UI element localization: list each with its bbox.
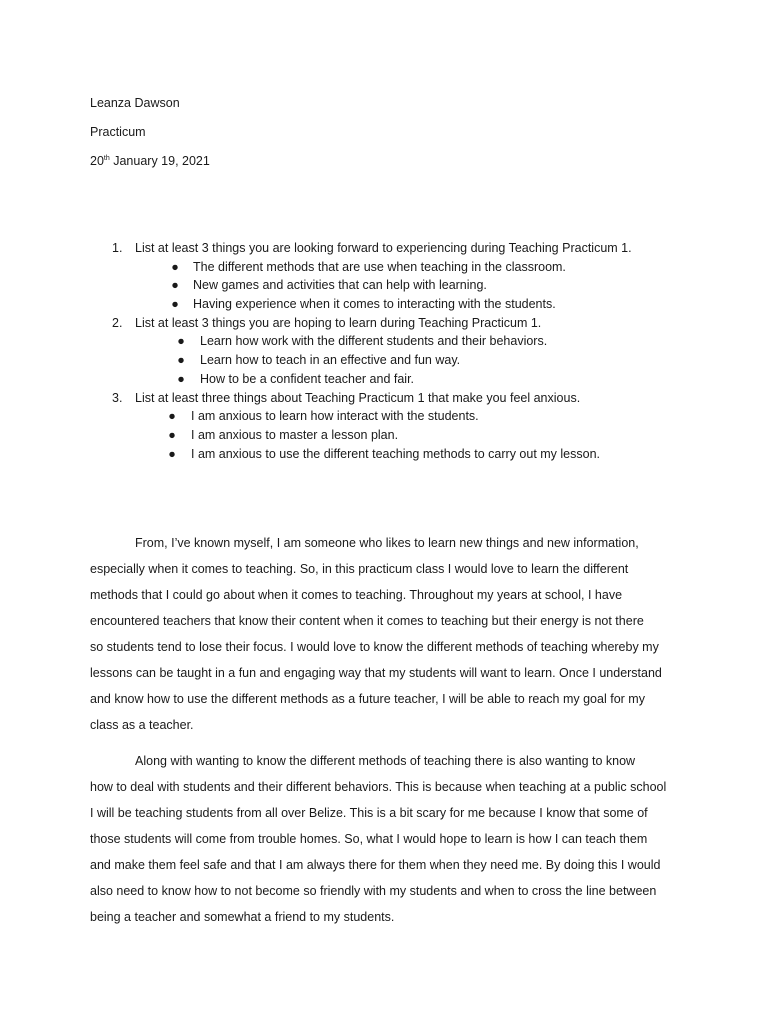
list-item-text: How to be a confident teacher and fair. [200,372,415,386]
paragraph-line: so students tend to lose their focus. I would love to know the different methods of teaching whereby my [90,640,659,654]
list-item-text: I am anxious to learn how interact with the students. [191,409,479,423]
date-day: 20 [90,154,104,168]
paragraph-line: Along with wanting to know the different methods of teaching there is also wanting to know [135,754,636,768]
date-suffix: th [103,155,110,162]
paragraph-line: and make them feel safe and that I am always there for them when they need me. By doing this I would [90,858,661,872]
document-date [90,153,210,169]
question-number: 3. [112,391,123,405]
list-item-text: Having experience when it comes to interacting with the students. [193,297,556,311]
paragraph-line: class as a teacher. [90,718,194,732]
question-text: List at least 3 things you are looking forward to experiencing during Teaching Practicum 1. [135,241,632,255]
bullet-icon: ● [177,353,185,367]
question-text: List at least 3 things you are hoping to learn during Teaching Practicum 1. [135,316,542,330]
paragraph-line: I will be teaching students from all over Belize. This is a bit scary for me because I know that some of [90,806,648,820]
course-name: Practicum [90,125,146,139]
list-item-text: New games and activities that can help with learning. [193,278,487,292]
body-paragraph-2 [90,748,690,930]
paragraph-line: methods that I could go about when it comes to teaching. Throughout my years at school, I have [90,588,623,602]
bullet-icon: ● [171,297,179,311]
bullet-icon: ● [171,260,179,274]
question-3 [112,390,580,406]
list-item-text: Learn how work with the different students and their behaviors. [200,334,548,348]
question-1 [112,240,632,256]
bullet-icon: ● [177,372,185,386]
bullet-icon: ● [168,447,176,461]
paragraph-line: especially when it comes to teaching. So, in this practicum class I would love to learn the different [90,562,629,576]
question-number: 1. [112,241,123,255]
bullet-icon: ● [171,278,179,292]
paragraph-line: also need to know how to not become so friendly with my students and when to cross the line between [90,884,657,898]
question-number: 2. [112,316,123,330]
paragraph-line: From, I’ve known myself, I am someone who likes to learn new things and new information, [135,536,639,550]
list-item-text: The different methods that are use when teaching in the classroom. [193,260,566,274]
paragraph-line: and know how to use the different methods as a future teacher, I will be able to reach my goal for my [90,692,645,706]
date-rest: January 19, 2021 [109,154,210,168]
list-item-text: I am anxious to use the different teaching methods to carry out my lesson. [191,447,601,461]
paragraph-line: lessons can be taught in a fun and engaging way that my students will want to learn. Once I understand [90,666,662,680]
paragraph-line: encountered teachers that know their content when it comes to teaching but their energy is not there [90,614,644,628]
author-name: Leanza Dawson [90,96,180,110]
list-item-text: I am anxious to master a lesson plan. [191,428,399,442]
list-item-text: Learn how to teach in an effective and fun way. [200,353,461,367]
paragraph-line: those students will come from trouble homes. So, what I would hope to learn is how I can teach them [90,832,648,846]
bullet-icon: ● [168,428,176,442]
bullet-icon: ● [168,409,176,423]
bullet-icon: ● [177,334,185,348]
question-text: List at least three things about Teaching Practicum 1 that make you feel anxious. [135,391,581,405]
body-paragraph-1 [90,530,690,738]
question-2 [112,315,541,331]
paragraph-line: how to deal with students and their different behaviors. This is because when teaching at a public school [90,780,667,794]
paragraph-line: being a teacher and somewhat a friend to my students. [90,910,395,924]
